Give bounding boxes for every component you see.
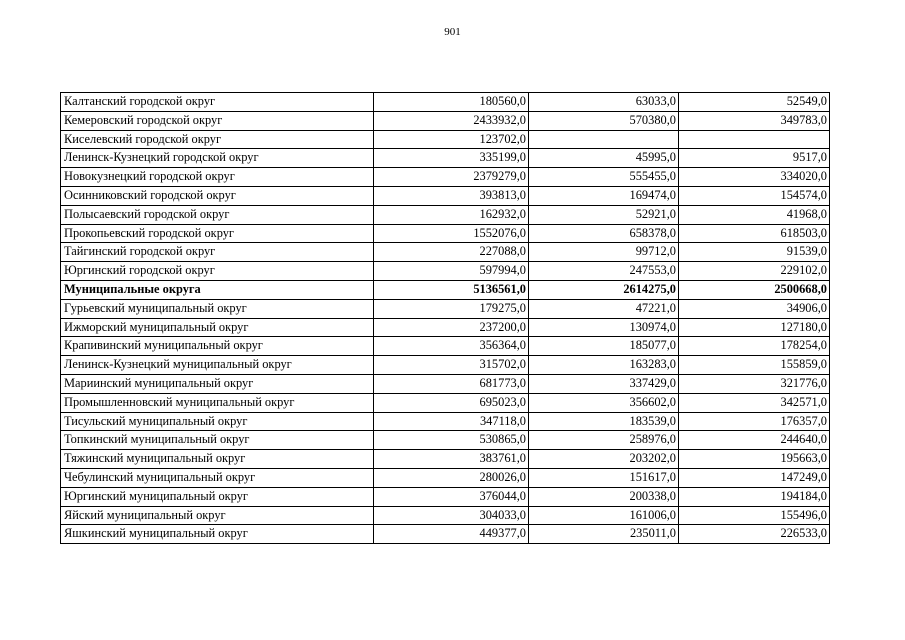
cell-value-2: 200338,0 — [529, 487, 679, 506]
table-row — [61, 149, 830, 168]
cell-municipality-name: Тисульский муниципальный округ — [61, 412, 374, 431]
table-row — [61, 168, 830, 187]
cell-municipality-name: Киселевский городской округ — [61, 130, 374, 149]
cell-value-1: 2433932,0 — [374, 111, 529, 130]
cell-municipality-name: Мариинский муниципальный округ — [61, 374, 374, 393]
cell-value-3: 244640,0 — [679, 431, 830, 450]
cell-value-3: 229102,0 — [679, 262, 830, 281]
cell-value-1: 162932,0 — [374, 205, 529, 224]
table-body — [61, 93, 830, 544]
table-row — [61, 243, 830, 262]
cell-value-2: 130974,0 — [529, 318, 679, 337]
cell-municipality-name: Чебулинский муниципальный округ — [61, 468, 374, 487]
cell-value-2: 45995,0 — [529, 149, 679, 168]
cell-value-2: 356602,0 — [529, 393, 679, 412]
cell-municipality-name: Промышленновский муниципальный округ — [61, 393, 374, 412]
cell-value-3: 334020,0 — [679, 168, 830, 187]
cell-value-2: 235011,0 — [529, 525, 679, 544]
cell-value-2: 2614275,0 — [529, 280, 679, 299]
cell-value-2: 163283,0 — [529, 356, 679, 375]
cell-value-1: 180560,0 — [374, 93, 529, 112]
cell-value-2: 337429,0 — [529, 374, 679, 393]
cell-value-1: 5136561,0 — [374, 280, 529, 299]
cell-municipality-name: Крапивинский муниципальный округ — [61, 337, 374, 356]
cell-value-3: 155496,0 — [679, 506, 830, 525]
cell-municipality-name: Ленинск-Кузнецкий городской округ — [61, 149, 374, 168]
cell-value-1: 383761,0 — [374, 450, 529, 469]
cell-value-2: 258976,0 — [529, 431, 679, 450]
cell-municipality-name: Калтанский городской округ — [61, 93, 374, 112]
page-number: 901 — [444, 26, 461, 38]
cell-value-2: 247553,0 — [529, 262, 679, 281]
table-row — [61, 130, 830, 149]
table-row — [61, 487, 830, 506]
cell-value-1: 227088,0 — [374, 243, 529, 262]
cell-value-2: 47221,0 — [529, 299, 679, 318]
cell-value-3: 41968,0 — [679, 205, 830, 224]
cell-value-3: 91539,0 — [679, 243, 830, 262]
cell-value-1: 356364,0 — [374, 337, 529, 356]
cell-value-1: 1552076,0 — [374, 224, 529, 243]
cell-municipality-name: Прокопьевский городской округ — [61, 224, 374, 243]
table-row — [61, 205, 830, 224]
cell-value-2: 99712,0 — [529, 243, 679, 262]
table-row — [61, 111, 830, 130]
cell-municipality-name: Осинниковский городской округ — [61, 186, 374, 205]
table-row — [61, 506, 830, 525]
cell-value-2: 555455,0 — [529, 168, 679, 187]
cell-value-3: 52549,0 — [679, 93, 830, 112]
table-row — [61, 299, 830, 318]
cell-value-1: 2379279,0 — [374, 168, 529, 187]
cell-municipality-name: Юргинский муниципальный округ — [61, 487, 374, 506]
cell-value-3: 154574,0 — [679, 186, 830, 205]
cell-value-3: 127180,0 — [679, 318, 830, 337]
table-row — [61, 337, 830, 356]
cell-value-1: 376044,0 — [374, 487, 529, 506]
cell-value-3: 321776,0 — [679, 374, 830, 393]
budget-table — [60, 92, 830, 544]
cell-value-2: 161006,0 — [529, 506, 679, 525]
cell-municipality-name: Кемеровский городской округ — [61, 111, 374, 130]
cell-value-3: 9517,0 — [679, 149, 830, 168]
cell-value-3: 194184,0 — [679, 487, 830, 506]
table-row — [61, 186, 830, 205]
table-row — [61, 450, 830, 469]
cell-value-3: 195663,0 — [679, 450, 830, 469]
cell-value-2: 183539,0 — [529, 412, 679, 431]
cell-value-3 — [679, 130, 830, 149]
table-row — [61, 412, 830, 431]
cell-value-1: 393813,0 — [374, 186, 529, 205]
cell-value-3: 155859,0 — [679, 356, 830, 375]
cell-value-3: 178254,0 — [679, 337, 830, 356]
cell-municipality-name: Ленинск-Кузнецкий муниципальный округ — [61, 356, 374, 375]
cell-value-2: 169474,0 — [529, 186, 679, 205]
table-row-subtotal — [61, 280, 830, 299]
cell-municipality-name: Яшкинский муниципальный округ — [61, 525, 374, 544]
cell-value-1: 449377,0 — [374, 525, 529, 544]
cell-value-1: 681773,0 — [374, 374, 529, 393]
cell-value-2: 63033,0 — [529, 93, 679, 112]
cell-value-2 — [529, 130, 679, 149]
cell-value-2: 570380,0 — [529, 111, 679, 130]
cell-municipality-name: Новокузнецкий городской округ — [61, 168, 374, 187]
table-row — [61, 525, 830, 544]
cell-value-3: 34906,0 — [679, 299, 830, 318]
cell-value-1: 179275,0 — [374, 299, 529, 318]
table-row — [61, 318, 830, 337]
cell-value-1: 304033,0 — [374, 506, 529, 525]
table-row — [61, 431, 830, 450]
cell-value-2: 658378,0 — [529, 224, 679, 243]
table-row — [61, 468, 830, 487]
cell-value-3: 2500668,0 — [679, 280, 830, 299]
cell-value-3: 349783,0 — [679, 111, 830, 130]
cell-municipality-name: Гурьевский муниципальный округ — [61, 299, 374, 318]
cell-value-3: 618503,0 — [679, 224, 830, 243]
cell-value-2: 52921,0 — [529, 205, 679, 224]
table-row — [61, 356, 830, 375]
cell-value-1: 315702,0 — [374, 356, 529, 375]
cell-municipality-name: Ижморский муниципальный округ — [61, 318, 374, 337]
cell-value-1: 530865,0 — [374, 431, 529, 450]
cell-value-1: 335199,0 — [374, 149, 529, 168]
table-row — [61, 393, 830, 412]
cell-value-1: 347118,0 — [374, 412, 529, 431]
cell-municipality-name: Юргинский городской округ — [61, 262, 374, 281]
table-row — [61, 262, 830, 281]
cell-municipality-name: Муниципальные округа — [61, 280, 374, 299]
cell-value-2: 151617,0 — [529, 468, 679, 487]
cell-municipality-name: Полысаевский городской округ — [61, 205, 374, 224]
cell-value-2: 203202,0 — [529, 450, 679, 469]
cell-value-1: 237200,0 — [374, 318, 529, 337]
cell-value-3: 226533,0 — [679, 525, 830, 544]
cell-value-3: 342571,0 — [679, 393, 830, 412]
cell-municipality-name: Яйский муниципальный округ — [61, 506, 374, 525]
cell-municipality-name: Тайгинский городской округ — [61, 243, 374, 262]
cell-value-1: 123702,0 — [374, 130, 529, 149]
cell-municipality-name: Топкинский муниципальный округ — [61, 431, 374, 450]
cell-value-3: 147249,0 — [679, 468, 830, 487]
cell-value-1: 280026,0 — [374, 468, 529, 487]
cell-value-2: 185077,0 — [529, 337, 679, 356]
table-row — [61, 374, 830, 393]
table-row — [61, 224, 830, 243]
cell-value-1: 597994,0 — [374, 262, 529, 281]
table-row — [61, 93, 830, 112]
cell-value-3: 176357,0 — [679, 412, 830, 431]
cell-municipality-name: Тяжинский муниципальный округ — [61, 450, 374, 469]
cell-value-1: 695023,0 — [374, 393, 529, 412]
